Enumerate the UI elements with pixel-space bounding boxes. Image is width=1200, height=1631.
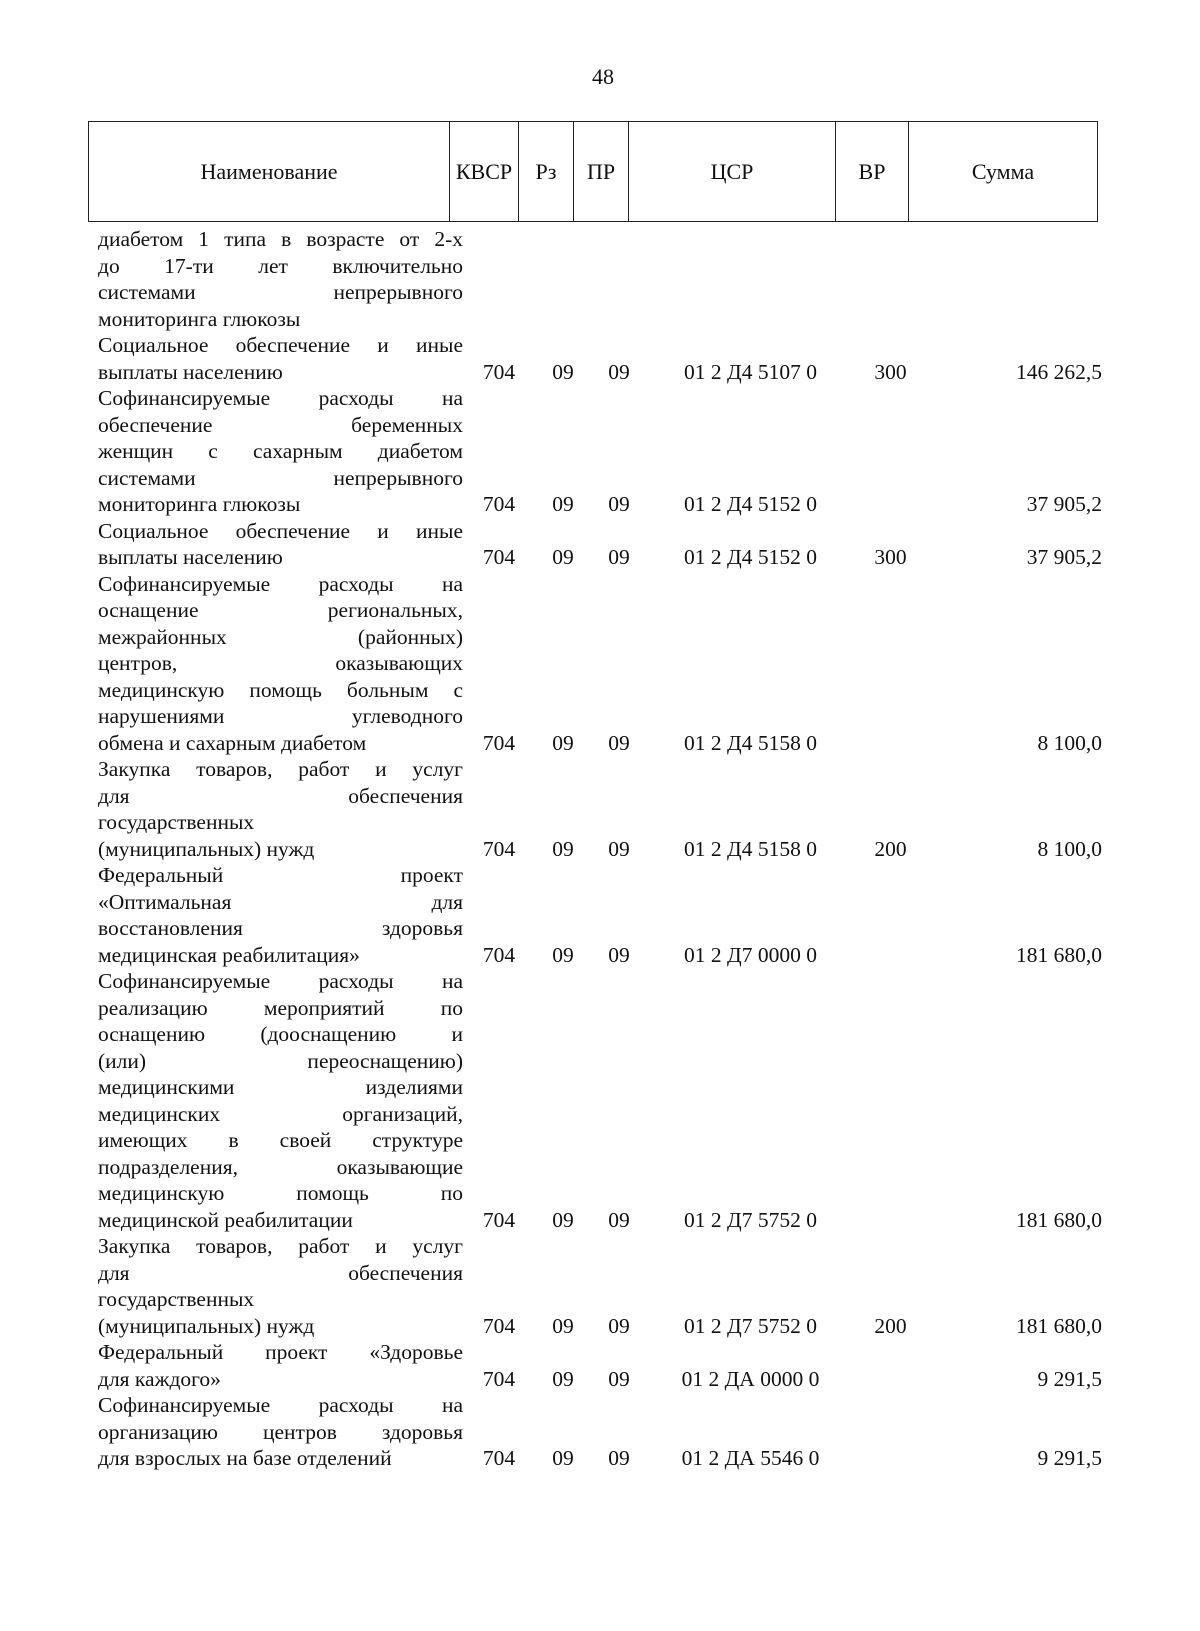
row-pr: 09 xyxy=(608,1366,630,1391)
header-rz: Рз xyxy=(519,122,574,222)
row-rz: 09 xyxy=(552,1207,574,1232)
row-rz: 09 xyxy=(552,730,574,755)
row-name-line: обеспечение беременных xyxy=(98,412,463,437)
row-pr: 09 xyxy=(608,942,630,967)
row-rz: 09 xyxy=(552,836,574,861)
row-name-line: медицинскую помощь больным с xyxy=(98,677,463,702)
row-name-line: Софинансируемые расходы на xyxy=(98,969,463,993)
row-csr: 01 2 Д4 5107 0 xyxy=(684,359,817,384)
row-csr: 01 2 ДА 5546 0 xyxy=(681,1446,820,1470)
table-row xyxy=(88,1392,1112,1472)
row-vr: 300 xyxy=(874,359,907,384)
row-name-line: оснащению (дооснащению и xyxy=(98,1022,463,1046)
row-name-line: межрайонных (районных) xyxy=(98,624,463,649)
row-kvsr: 704 xyxy=(482,1207,516,1232)
row-rz: 09 xyxy=(552,1366,574,1391)
row-pr: 09 xyxy=(608,730,630,755)
row-name-line: «Оптимальная для xyxy=(98,889,463,914)
row-rz: 09 xyxy=(552,359,574,384)
table-row xyxy=(88,518,1112,571)
row-name xyxy=(88,1233,463,1339)
row-pr: 09 xyxy=(608,836,630,861)
row-name-line: мониторинга глюкозы xyxy=(98,492,301,516)
row-rz: 09 xyxy=(552,942,574,967)
row-name xyxy=(88,226,463,332)
header-kvsr: КВСР xyxy=(450,122,519,222)
row-name-line: медицинская реабилитация» xyxy=(98,942,360,967)
row-sum: 8 100,0 xyxy=(1037,730,1102,755)
row-sum: 181 680,0 xyxy=(1016,1207,1102,1232)
row-pr: 09 xyxy=(608,1207,630,1232)
table-header xyxy=(88,121,1098,222)
row-sum: 181 680,0 xyxy=(1016,1313,1102,1338)
row-pr: 09 xyxy=(608,1313,630,1338)
row-name xyxy=(88,1339,463,1392)
row-name-line: выплаты населению xyxy=(98,545,283,569)
row-kvsr: 704 xyxy=(482,359,516,384)
row-sum: 37 905,2 xyxy=(1026,545,1102,569)
row-kvsr: 704 xyxy=(482,942,516,967)
row-name-line: подразделения, оказывающие xyxy=(98,1154,463,1179)
row-name-line: для каждого» xyxy=(98,1366,221,1391)
row-csr: 01 2 Д7 5752 0 xyxy=(684,1313,817,1338)
row-name xyxy=(88,862,463,968)
table-row xyxy=(88,332,1112,385)
row-name-line: Социальное обеспечение и иные xyxy=(98,333,463,357)
row-csr: 01 2 ДА 0000 0 xyxy=(681,1366,820,1391)
row-name-line: медицинскую помощь по xyxy=(98,1181,463,1205)
row-name-line: медицинскими изделиями xyxy=(98,1075,463,1099)
row-name xyxy=(88,571,463,757)
table-row xyxy=(88,385,1112,518)
table-row xyxy=(88,571,1112,757)
row-name-line: государственных xyxy=(98,1287,255,1311)
row-name-line: Закупка товаров, работ и услуг xyxy=(98,757,463,781)
table-row xyxy=(88,1233,1112,1339)
row-name-line: выплаты населению xyxy=(98,359,283,384)
row-kvsr: 704 xyxy=(482,545,516,569)
row-name-line: центров, оказывающих xyxy=(98,651,463,675)
row-name xyxy=(88,1392,463,1472)
row-kvsr: 704 xyxy=(482,1313,516,1338)
row-name-line: восстановления здоровья xyxy=(98,916,463,940)
page-number: 48 xyxy=(592,64,614,89)
row-pr: 09 xyxy=(608,359,630,384)
row-name xyxy=(88,332,463,385)
header-sum: Сумма xyxy=(909,122,1098,222)
row-name-line: Софинансируемые расходы на xyxy=(98,571,463,596)
row-name-line: Закупка товаров, работ и услуг xyxy=(98,1234,463,1258)
row-kvsr: 704 xyxy=(482,836,516,861)
header-vr: ВР xyxy=(836,122,909,222)
row-name-line: до 17-ти лет включительно xyxy=(98,253,463,278)
row-name-line: Софинансируемые расходы на xyxy=(98,386,463,410)
row-pr: 09 xyxy=(608,492,630,516)
row-name-line: для обеспечения xyxy=(98,783,463,808)
table-row xyxy=(88,226,1112,332)
table-row xyxy=(88,1339,1112,1392)
row-rz: 09 xyxy=(552,1446,574,1470)
row-sum: 9 291,5 xyxy=(1037,1446,1102,1470)
row-csr: 01 2 Д4 5158 0 xyxy=(684,730,817,755)
table-row xyxy=(88,756,1112,862)
row-name-line: государственных xyxy=(98,810,255,834)
row-sum: 181 680,0 xyxy=(1016,942,1102,967)
row-name-line: системами непрерывного xyxy=(98,280,463,304)
row-csr: 01 2 Д7 0000 0 xyxy=(684,942,817,967)
table-row xyxy=(88,968,1112,1233)
row-sum: 8 100,0 xyxy=(1037,836,1102,861)
row-name-line: реализацию мероприятий по xyxy=(98,995,463,1020)
row-sum: 37 905,2 xyxy=(1026,492,1102,516)
row-name xyxy=(88,385,463,518)
row-name-line: Социальное обеспечение и иные xyxy=(98,518,463,543)
row-name-line: Софинансируемые расходы на xyxy=(98,1393,463,1417)
row-csr: 01 2 Д4 5158 0 xyxy=(684,836,817,861)
row-rz: 09 xyxy=(552,492,574,516)
row-rz: 09 xyxy=(552,545,574,569)
header-csr: ЦСР xyxy=(629,122,836,222)
row-vr: 200 xyxy=(874,836,907,861)
row-name-line: организацию центров здоровья xyxy=(98,1419,463,1444)
row-pr: 09 xyxy=(608,545,630,569)
row-rz: 09 xyxy=(552,1313,574,1338)
row-name-line: Федеральный проект xyxy=(98,863,463,887)
row-kvsr: 704 xyxy=(482,492,516,516)
header-name: Наименование xyxy=(89,122,450,222)
row-vr: 200 xyxy=(874,1313,907,1338)
row-csr: 01 2 Д4 5152 0 xyxy=(684,492,817,516)
row-sum: 9 291,5 xyxy=(1037,1366,1102,1391)
row-name-line: оснащение региональных, xyxy=(98,598,463,622)
row-name-line: Федеральный проект «Здоровье xyxy=(98,1340,463,1364)
row-csr: 01 2 Д4 5152 0 xyxy=(684,545,817,569)
row-name-line: (муниципальных) нужд xyxy=(98,1313,315,1338)
row-kvsr: 704 xyxy=(482,730,516,755)
row-sum: 146 262,5 xyxy=(1016,359,1102,384)
table-body xyxy=(88,226,1112,1472)
row-name-line: медицинских организаций, xyxy=(98,1101,463,1126)
header-pr: ПР xyxy=(574,122,629,222)
row-name-line: для взрослых на базе отделений xyxy=(98,1446,392,1470)
row-vr: 300 xyxy=(874,545,907,569)
row-name-line: для обеспечения xyxy=(98,1260,463,1285)
row-name-line: обмена и сахарным диабетом xyxy=(98,730,367,755)
row-name-line: медицинской реабилитации xyxy=(98,1207,353,1232)
row-name xyxy=(88,518,463,571)
row-name-line: женщин с сахарным диабетом xyxy=(98,439,463,463)
row-name-line: системами непрерывного xyxy=(98,465,463,490)
row-name-line: (или) переоснащению) xyxy=(98,1048,463,1073)
row-name-line: мониторинга глюкозы xyxy=(98,306,301,331)
table-row xyxy=(88,862,1112,968)
row-name xyxy=(88,968,463,1233)
row-pr: 09 xyxy=(608,1446,630,1470)
row-kvsr: 704 xyxy=(482,1366,516,1391)
row-kvsr: 704 xyxy=(482,1446,516,1470)
row-name-line: диабетом 1 типа в возрасте от 2-х xyxy=(98,227,463,251)
row-name-line: имеющих в своей структуре xyxy=(98,1128,463,1152)
row-name-line: (муниципальных) нужд xyxy=(98,836,315,861)
row-name xyxy=(88,756,463,862)
row-name-line: нарушениями углеводного xyxy=(98,704,463,728)
row-csr: 01 2 Д7 5752 0 xyxy=(684,1207,817,1232)
